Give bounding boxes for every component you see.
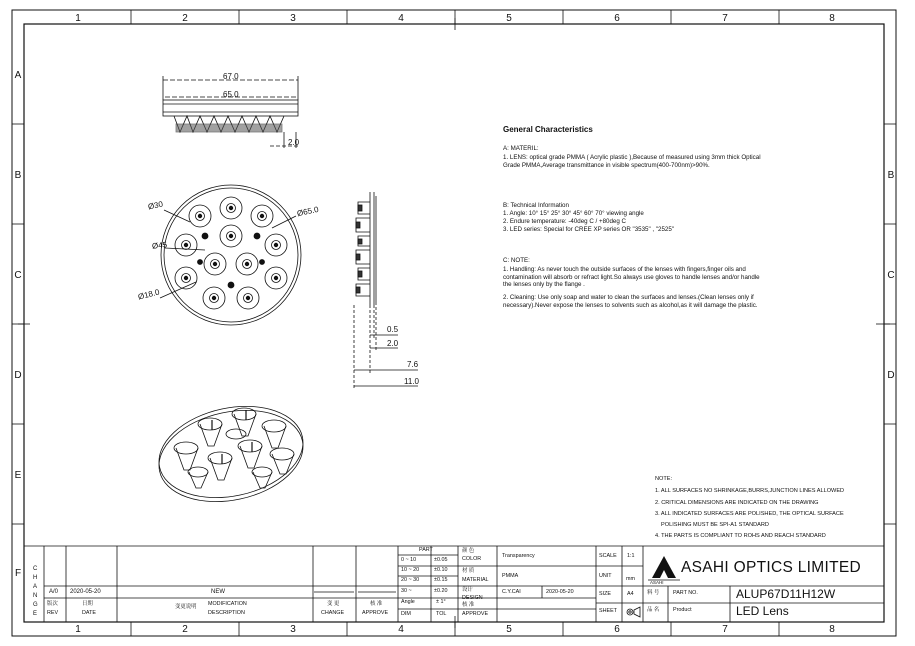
- dim-label: 2.0: [288, 138, 300, 147]
- tol-range: 10 ~ 20: [401, 567, 420, 573]
- color-label-cn: 颜 色: [462, 548, 475, 554]
- zone-label-side: A: [14, 70, 22, 81]
- tol-head: PART: [419, 547, 433, 553]
- zone-label-bottom: 2: [182, 624, 188, 635]
- zone-label-side: D: [887, 370, 895, 381]
- zone-label-top: 4: [398, 13, 404, 24]
- approve-label-cn: 核 准: [370, 601, 383, 607]
- zone-label-top: 5: [506, 13, 512, 24]
- zone-label-bottom: 4: [398, 624, 404, 635]
- color-value: Transparency: [502, 553, 535, 559]
- tol-value: ±0.15: [434, 577, 448, 583]
- design-label: DESIGN: [462, 595, 483, 601]
- tol-value: ±0.05: [434, 557, 448, 563]
- note-item: 3. ALL INDICATED SURFACES ARE POLISHED, THE OPTICAL SURFACE: [655, 511, 844, 517]
- note-item: 4. THE PARTS IS COMPLIANT TO ROHS AND REACH STANDARD: [655, 533, 826, 539]
- mod-label-2: DESCRIPTION: [208, 610, 245, 616]
- rev-label-cn: 版次: [47, 601, 58, 607]
- zone-label-side: B: [887, 170, 895, 181]
- tol-range: 20 ~ 30: [401, 577, 420, 583]
- lens-cup: [175, 197, 287, 309]
- note-cleaning: 2. Cleaning: Use only soap and water to clean the surfaces and lenses.(Clean lenses only if necessary).Never expose the lenses to solvents such as alcohol,as it will damage the plastic.: [503, 294, 758, 309]
- dim-label: 0.5: [387, 325, 399, 334]
- tol-value: ±0.10: [434, 567, 448, 573]
- zone-label-top: 3: [290, 13, 296, 24]
- zone-label-side: C: [14, 270, 22, 281]
- approve2-label: APPROVE: [462, 611, 489, 617]
- zone-label-side: B: [14, 170, 22, 181]
- zone-label-bottom: 5: [506, 624, 512, 635]
- unit-value: mm: [626, 576, 635, 582]
- tech-item: 2. Endure temperature: -40deg C / +80deg C: [503, 218, 626, 225]
- change-letter: N: [33, 593, 38, 599]
- dim-label: 7.6: [407, 360, 419, 369]
- tol-range: 30 ~: [401, 588, 412, 594]
- dim-col-label: DIM: [401, 611, 411, 617]
- change-letter: C: [33, 566, 38, 572]
- scale-value: 1:1: [627, 553, 635, 559]
- note-item: 2. CRITICAL DIMENSIONS ARE INDICATED ON THE DRAWING: [655, 500, 819, 506]
- front-view: [160, 185, 301, 325]
- zone-label-bottom: 7: [722, 624, 728, 635]
- tol-col-label: TOL: [436, 611, 447, 617]
- material-label-cn: 材 质: [462, 568, 475, 574]
- dim-label: Ø65.0: [296, 204, 320, 219]
- zone-label-bottom: 3: [290, 624, 296, 635]
- zone-label-side: C: [887, 270, 895, 281]
- design-value: C.Y.CAI: [502, 589, 521, 595]
- change-letter: A: [33, 584, 38, 590]
- size-label: SIZE: [599, 591, 611, 597]
- zone-label-top: 8: [829, 13, 835, 24]
- dim-label: 65.0: [223, 90, 239, 99]
- note-handling: 1. Handling: As never touch the outside surfaces of the lenses with fingers,finger oils and contamination will absorb or refract light.So always use gloves to handle lenses and/or handle the lenses only by the flange .: [503, 266, 760, 289]
- change-letter: H: [33, 575, 38, 581]
- dim-label: Ø18.0: [137, 287, 161, 302]
- material-head: A: MATERIL:: [503, 145, 539, 152]
- dim-label: Ø45: [151, 240, 168, 251]
- scale-label: SCALE: [599, 553, 617, 559]
- tech-item: 3. LED series: Special for CREE XP series OR "3535" , "2525": [503, 226, 674, 233]
- approve-label: APPROVE: [362, 610, 389, 616]
- change-letter: G: [33, 602, 38, 608]
- design-date: 2020-05-20: [546, 589, 574, 595]
- zone-label-side: D: [14, 370, 22, 381]
- dim-label: 2.0: [387, 339, 399, 348]
- change-label-cn: 变 更: [327, 601, 340, 607]
- zone-label-bottom: 1: [75, 624, 81, 635]
- general-title: General Characteristics: [503, 125, 593, 134]
- product-name: LED Lens: [736, 604, 789, 618]
- design-label-cn: 设计: [462, 587, 473, 593]
- dim-label: 67.0: [223, 72, 239, 81]
- tech-item: 1. Angle: 10° 15° 25° 30° 45° 60° 70° viewing angle: [503, 210, 644, 217]
- dim-label: 11.0: [404, 377, 419, 386]
- part-label: PART NO.: [673, 590, 698, 596]
- tol-range: 0 ~ 10: [401, 557, 417, 563]
- material-label: MATERIAL: [462, 577, 489, 583]
- tol-value: ±0.20: [434, 588, 448, 594]
- zone-label-side: F: [14, 568, 22, 579]
- part-number: ALUP67D11H12W: [736, 587, 836, 601]
- zone-label-top: 7: [722, 13, 728, 24]
- note-head: C: NOTE:: [503, 257, 530, 264]
- tech-head: B: Technical Information: [503, 202, 569, 209]
- size-value: A4: [627, 591, 634, 597]
- note-item: POLISHING MUST BE SPI-A1 STANDARD: [661, 522, 769, 528]
- unit-label: UNIT: [599, 573, 612, 579]
- date-label: DATE: [82, 610, 96, 616]
- description-value: NEW: [211, 589, 225, 595]
- product-label-cn: 品 名: [647, 607, 660, 613]
- date-label-cn: 日期: [82, 601, 93, 607]
- mod-label: MODIFICATION: [208, 601, 247, 607]
- zone-label-bottom: 8: [829, 624, 835, 635]
- color-label: COLOR: [462, 556, 482, 562]
- zone-label-top: 1: [75, 13, 81, 24]
- date-value: 2020-05-20: [70, 589, 101, 595]
- material-value: PMMA: [502, 573, 519, 579]
- company-name: ASAHI OPTICS LIMITED: [681, 559, 861, 576]
- zone-label-side: E: [14, 470, 22, 481]
- approve2-label-cn: 核 准: [462, 602, 475, 608]
- rev-label: REV: [47, 610, 59, 616]
- side-view: [354, 192, 418, 388]
- rev-value: A/0: [49, 589, 59, 595]
- mod-label-cn: 变更说明: [175, 604, 197, 610]
- change-label: CHANGE: [321, 610, 345, 616]
- zone-label-top: 2: [182, 13, 188, 24]
- change-letter: E: [33, 611, 38, 617]
- material-body: 1. LENS: optical grade PMMA ( Acrylic plastic ),Because of measured using 3mm thick Optical Grade PMMA,Average transmittance in visible spectrum(400-700nm)>90%.: [503, 154, 761, 169]
- zone-label-bottom: 6: [614, 624, 620, 635]
- product-label: Product: [673, 607, 692, 613]
- sheet-label: SHEET: [599, 608, 617, 614]
- notes-head: NOTE:: [655, 476, 673, 482]
- note-item: 1. ALL SURFACES NO SHRINKAGE,BURRS,JUNCTION LINES ALLOWED: [655, 488, 845, 494]
- angle-label: Angle: [401, 599, 415, 605]
- top-view: [163, 76, 300, 148]
- angle-value: ± 1°: [436, 599, 446, 605]
- part-label-cn: 料 号: [647, 590, 660, 596]
- zone-label-top: 6: [614, 13, 620, 24]
- dim-label: Ø30: [147, 199, 164, 212]
- iso-view: [150, 394, 311, 514]
- company-logo: ASAHI: [650, 580, 664, 585]
